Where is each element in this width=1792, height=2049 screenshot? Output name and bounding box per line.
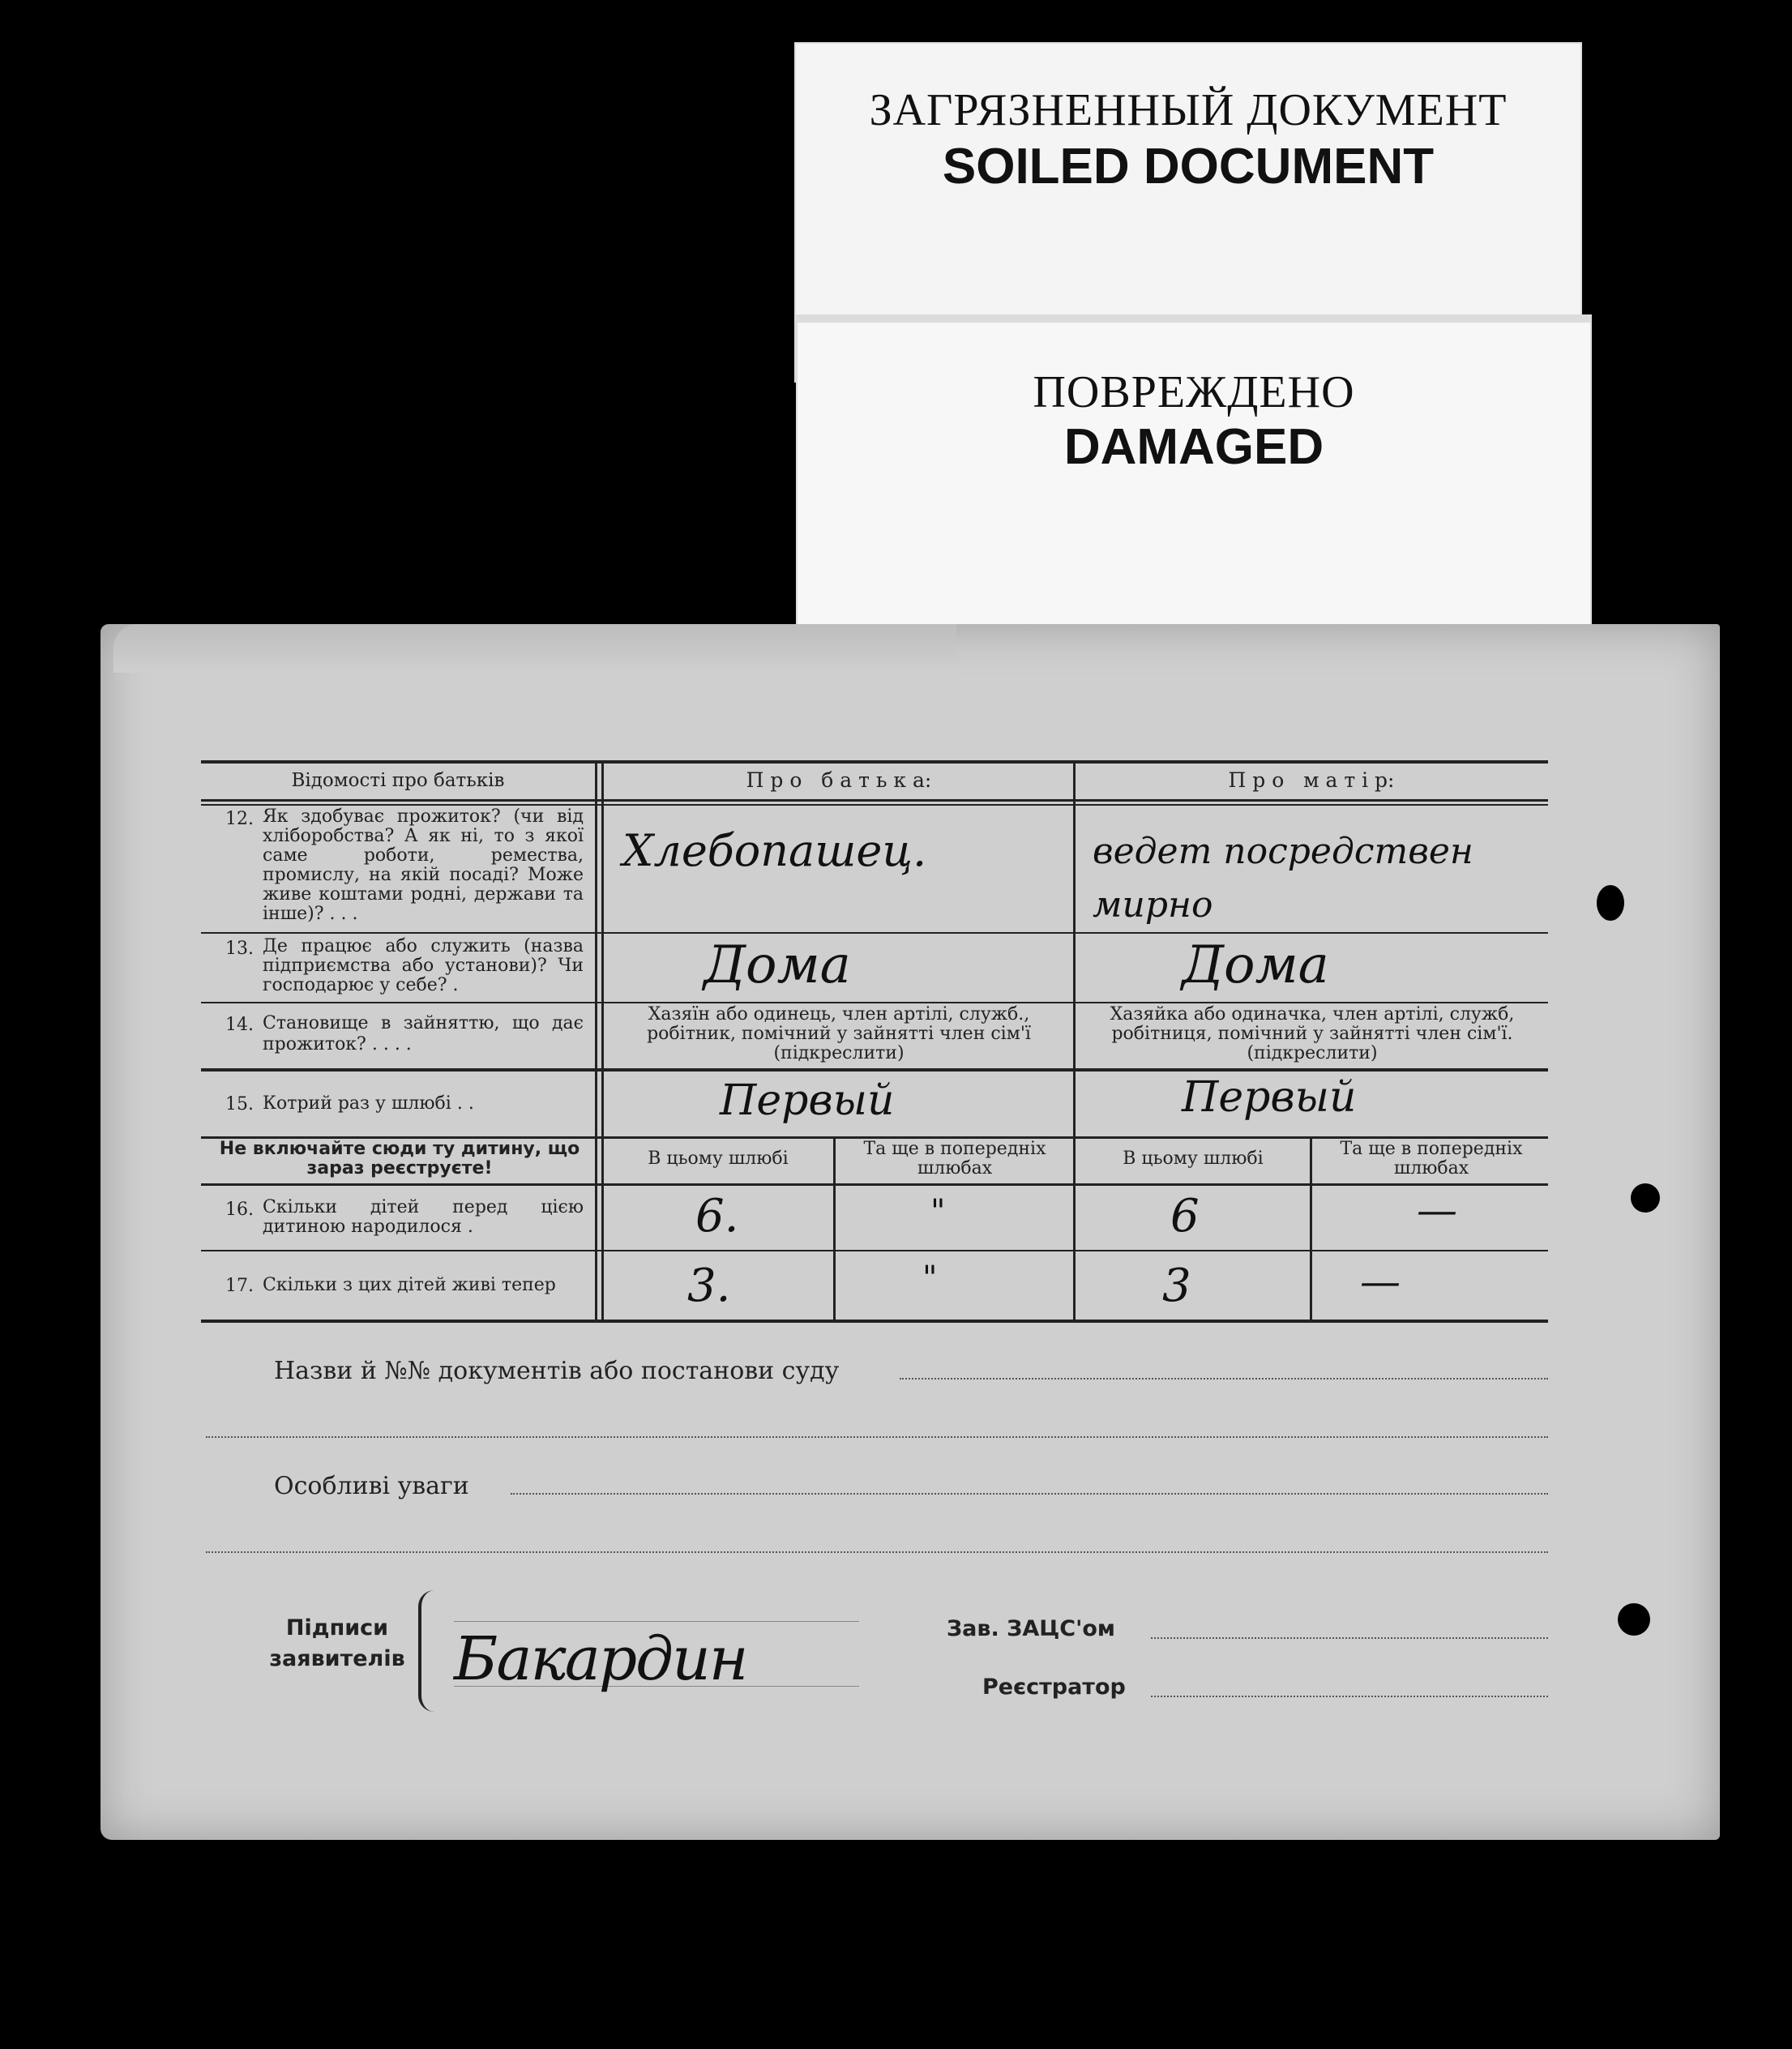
remarks-line-2 bbox=[206, 1551, 1548, 1553]
father-children-born-this: 6. bbox=[695, 1190, 739, 1243]
rule bbox=[601, 760, 604, 1321]
mother-workplace: Дома bbox=[1182, 935, 1329, 995]
applicants-signatures-label bbox=[264, 1613, 410, 1675]
mother-children-born-prev: — bbox=[1417, 1187, 1457, 1234]
rule bbox=[201, 1068, 1548, 1072]
mother-children-alive-this: 3 bbox=[1162, 1260, 1191, 1312]
rule bbox=[833, 1136, 836, 1321]
rule bbox=[201, 1002, 1548, 1003]
registrar-signature-line bbox=[1151, 1696, 1548, 1697]
row-number: 12. bbox=[225, 809, 254, 829]
father-marriage-count: Первый bbox=[720, 1076, 895, 1125]
rule bbox=[595, 760, 597, 1321]
rule bbox=[1310, 1136, 1312, 1321]
remarks-line bbox=[511, 1493, 1548, 1495]
head-of-registry-label: Зав. ЗАЦС'ом bbox=[947, 1616, 1115, 1641]
soiled-notice-ru: ЗАГРЯЗНЕННЫЙ ДОКУМЕНТ bbox=[869, 85, 1508, 135]
documents-line-2 bbox=[206, 1436, 1548, 1438]
mother-prev-marriages-header: Та ще в попередніх шлюбах bbox=[1340, 1139, 1523, 1178]
header-mother: П р о м а т і р: bbox=[1228, 768, 1395, 792]
applicants-label-line2: заявителів bbox=[269, 1646, 405, 1671]
row-number: 14. bbox=[225, 1015, 254, 1035]
rule bbox=[201, 760, 1548, 764]
header-parents-info: Відомості про батьків bbox=[291, 770, 505, 791]
row-number: 15. bbox=[225, 1094, 254, 1114]
row-label: Скільки дітей перед цією дитиною народилося . bbox=[263, 1197, 584, 1237]
row-number: 17. bbox=[225, 1276, 254, 1296]
father-children-alive-this: 3. bbox=[687, 1260, 731, 1312]
damaged-notice-en: DAMAGED bbox=[1063, 419, 1324, 475]
row-number: 16. bbox=[225, 1200, 254, 1220]
mother-marriage-count: Первый bbox=[1182, 1073, 1357, 1122]
father-status-options: Хазяїн або одинець, член артілі, служб., робітник, помічний у зайнятті член сім'ї (підкреслити) bbox=[647, 1004, 1031, 1063]
paper-fold bbox=[113, 624, 956, 673]
signature-line-1 bbox=[454, 1621, 859, 1622]
mother-this-marriage-header: В цьому шлюбі bbox=[1123, 1149, 1264, 1169]
header-father: П р о б а т ь к а: bbox=[746, 768, 932, 792]
documents-line bbox=[900, 1378, 1548, 1380]
rule bbox=[201, 799, 1548, 802]
rule bbox=[201, 804, 1548, 806]
father-this-marriage-header: В цьому шлюбі bbox=[648, 1149, 789, 1169]
parents-table bbox=[201, 760, 1548, 1321]
rule bbox=[201, 932, 1548, 934]
row-label: Котрий раз у шлюбі . . bbox=[263, 1093, 474, 1114]
row-label: Становище в зайняттю, що дає прожиток? . . . . bbox=[263, 1013, 584, 1054]
row-label: Як здобуває прожиток? (чи від хліборобства? А як ні, то з якої саме роботи, ремества, промислу, на якій посаді? Може живе коштами родні, держави та інше)? . . . bbox=[263, 806, 584, 924]
soiled-notice-en: SOILED DOCUMENT bbox=[942, 139, 1435, 195]
mother-status-options: Хазяйка або одиначка, член артілі, служб, робітниця, помічний у зайнятті член сім'ї. (підкреслити) bbox=[1110, 1004, 1515, 1063]
row-number: 13. bbox=[225, 939, 254, 959]
row-label: Скільки з цих дітей живі тепер bbox=[263, 1275, 556, 1295]
punch-hole bbox=[1618, 1603, 1650, 1636]
father-workplace: Дома bbox=[704, 935, 851, 995]
mother-children-born-this: 6 bbox=[1170, 1190, 1200, 1243]
mother-occupation: ведет посредствен мирно bbox=[1093, 831, 1473, 926]
applicant-signature: Бакардин bbox=[454, 1624, 747, 1694]
mother-children-alive-prev: — bbox=[1360, 1258, 1401, 1305]
father-children-born-prev: " bbox=[930, 1193, 946, 1230]
rule bbox=[201, 1250, 1548, 1251]
father-prev-marriages-header: Та ще в попередніх шлюбах bbox=[863, 1139, 1046, 1178]
signature-brace bbox=[418, 1590, 438, 1712]
applicants-label-line1: Підписи bbox=[285, 1615, 389, 1640]
father-occupation: Хлебопашец. bbox=[622, 825, 927, 876]
documents-label: Назви й №№ документів або постанови суду bbox=[274, 1357, 840, 1385]
punch-hole bbox=[1631, 1183, 1660, 1213]
rule bbox=[1073, 760, 1076, 1321]
damaged-notice-ru: ПОВРЕЖДЕНО bbox=[1033, 367, 1355, 417]
punch-hole bbox=[1597, 885, 1624, 921]
row-label: Де працює або служить (назва підприємства або установи)? Чи господарює у себе? . bbox=[263, 936, 584, 995]
head-signature-line bbox=[1151, 1637, 1548, 1639]
rule bbox=[201, 1183, 1548, 1186]
remarks-label: Особливі уваги bbox=[274, 1472, 469, 1500]
damaged-notice-card bbox=[796, 314, 1592, 635]
rule bbox=[201, 1320, 1548, 1323]
children-note: Не включайте сюди ту дитину, що зараз реєструєте! bbox=[219, 1139, 580, 1178]
registrar-label: Реєстратор bbox=[982, 1675, 1126, 1700]
father-children-alive-prev: " bbox=[922, 1260, 938, 1297]
